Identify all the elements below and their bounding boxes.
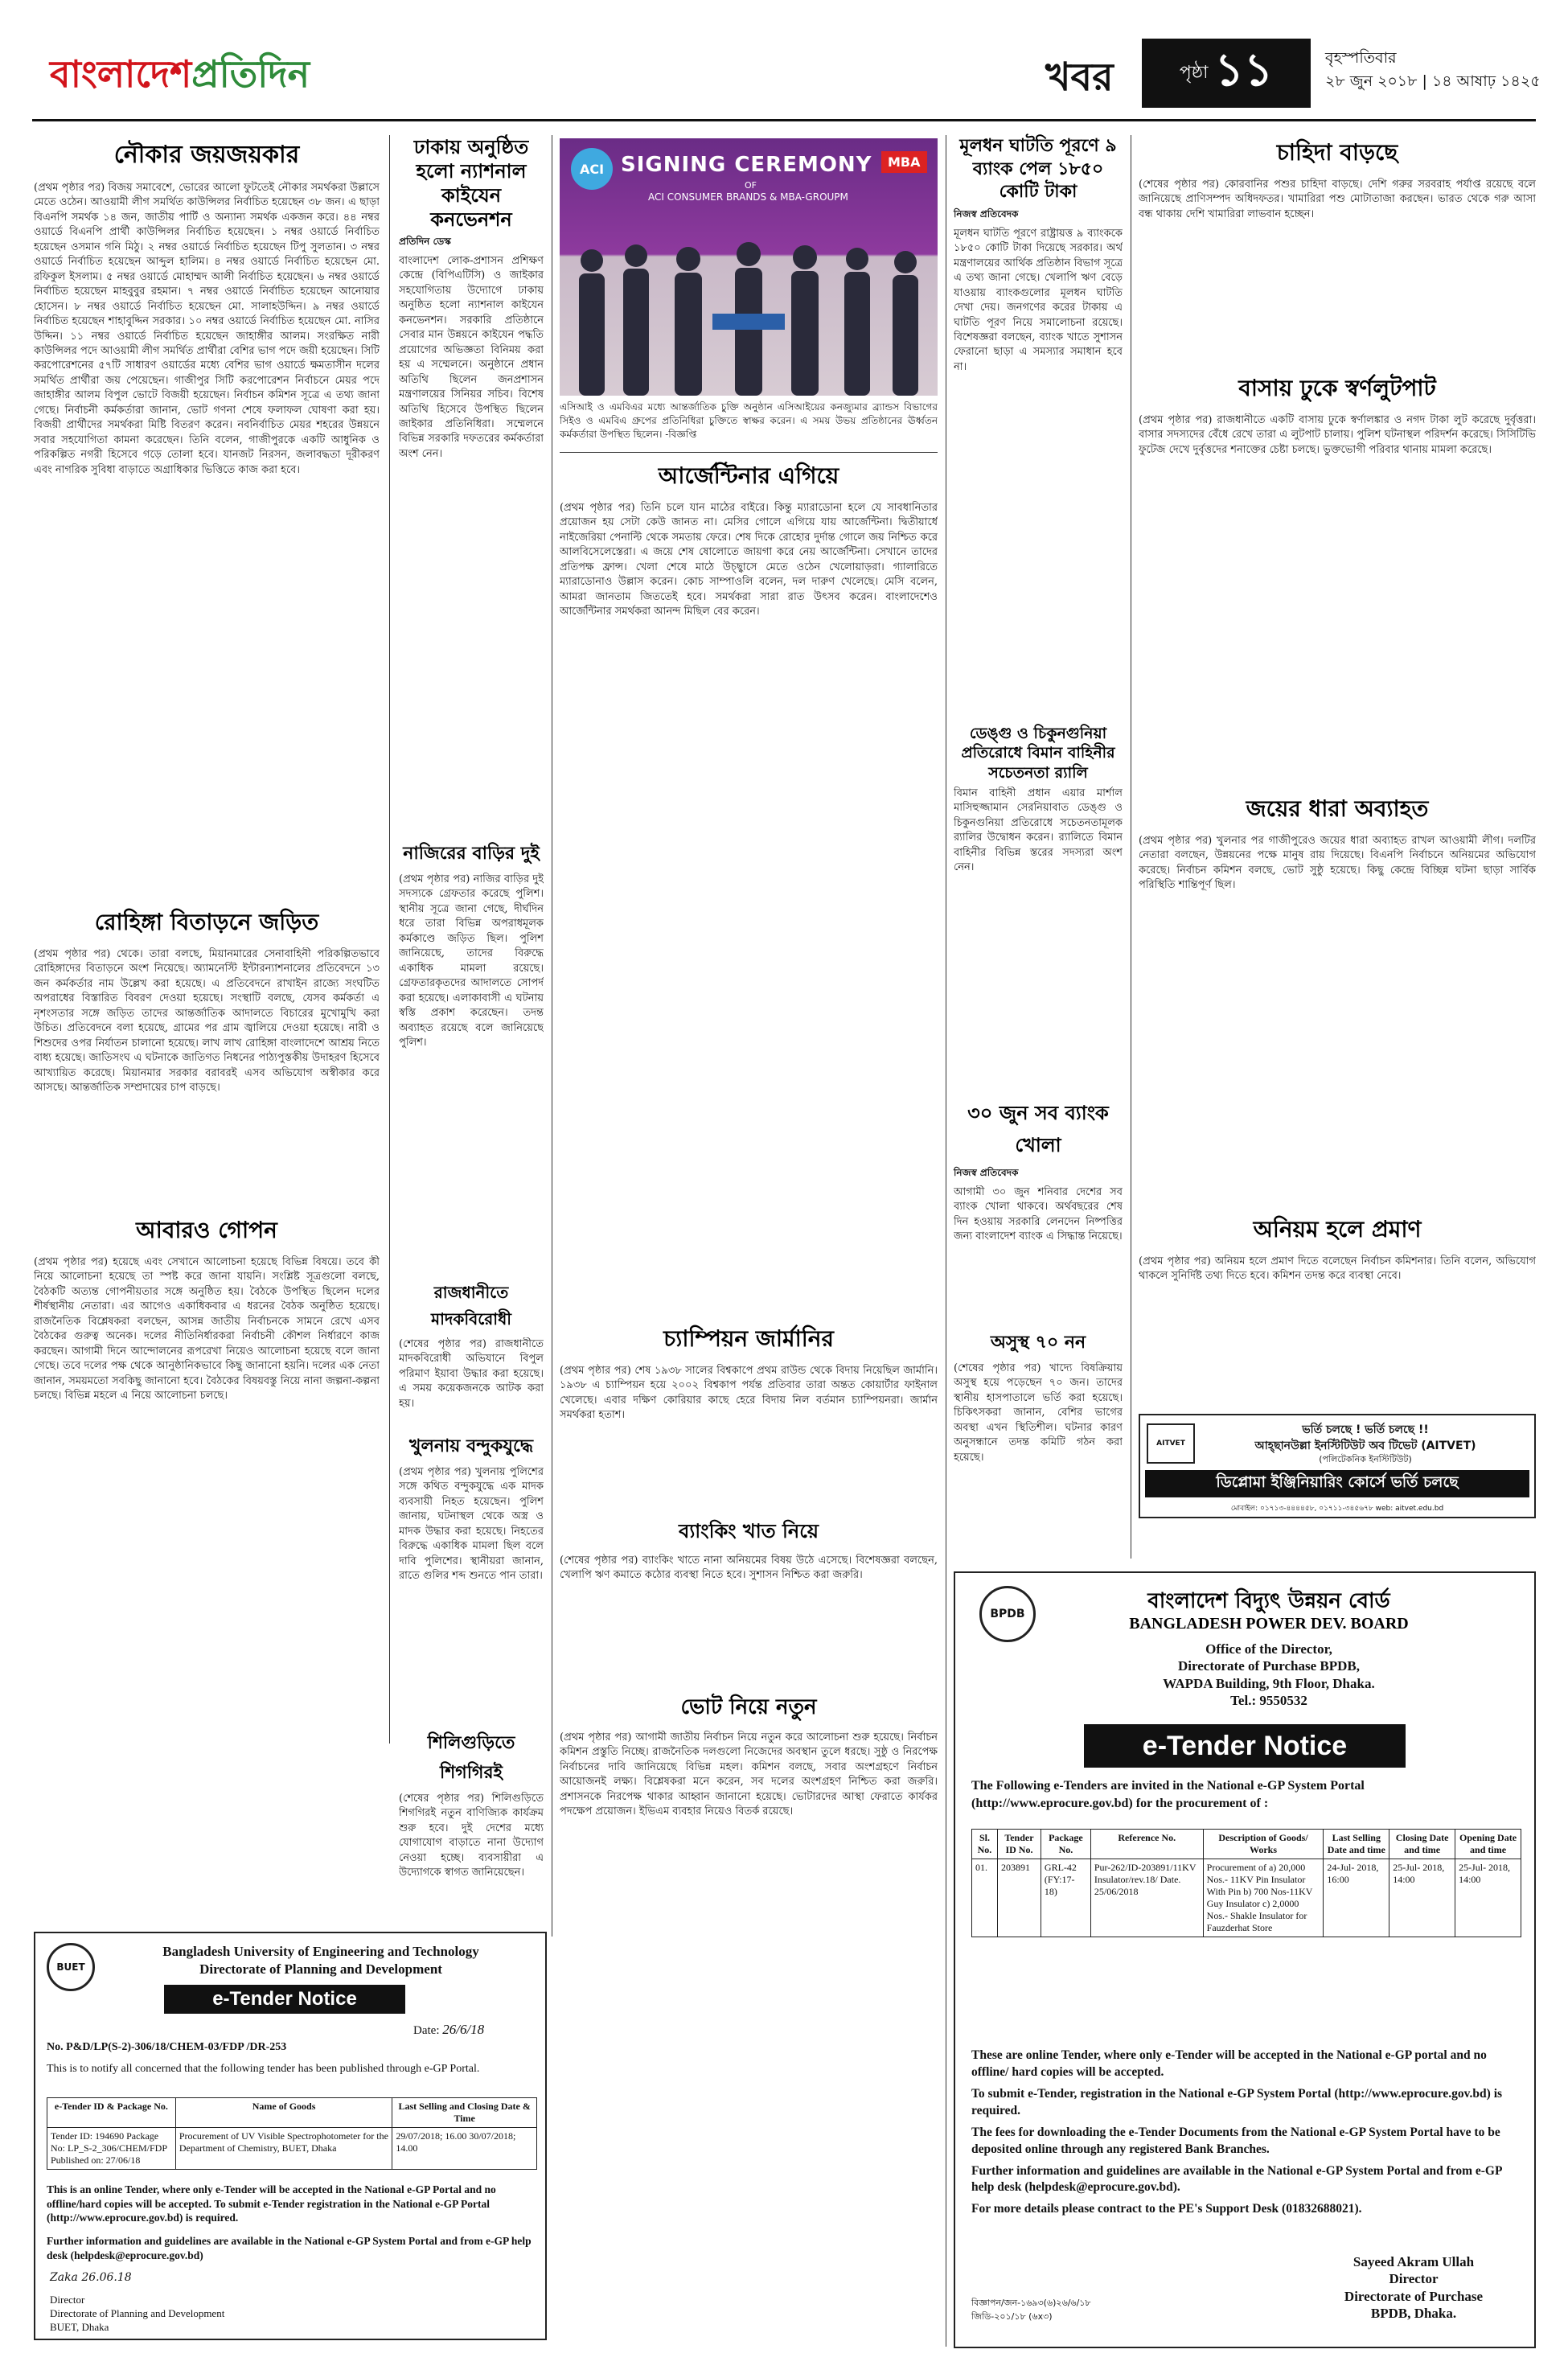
note: To submit e-Tender, registration in the National e-GP System Portal (http://www.eprocure.gov.bd) is required. — [971, 2086, 1503, 2117]
signatory-name: Sayeed Akram Ullah — [1353, 2254, 1475, 2269]
headline: ডেঙ্গু ও চিকুনগুনিয়া প্রতিরোধে বিমান বাহিনীর সচেতনতা র‌্যালি — [961, 724, 1115, 782]
article-body: বাংলাদেশ লোক-প্রশাসন প্রশিক্ষণ কেন্দ্রে (বিপিএটিসি) ও জাইকার সহযোগিতায় উদ্যোগে ঢাকায় অনুষ্ঠিত হলো ন্যাশনাল কাইযেন কনভেনশন। সরকারি প্রতিষ্ঠানে সেবার মান উন্নয়নে কাইযেন পদ্ধতি প্রয়োগের অভিজ্ঞতা বিনিময় করা হয় এ সম্মেলনে। অনুষ্ঠানে প্রধান অতিথি ছিলেন জনপ্রশাসন মন্ত্রণালয়ের সিনিয়র সচিব। বিশেষ অতিথি হিসেবে উপস্থিত ছিলেন জাইকার প্রতিনিধিরা। সম্মেলনে বিভিন্ন সরকারি দফতরের কর্মকর্তারা অংশ নেন। — [399, 255, 544, 460]
course-banner: ডিপ্লোমা ইঞ্জিনিয়ারিং কোর্সে ভর্তি চলছে — [1145, 1470, 1529, 1497]
table-header-row — [972, 1830, 1521, 1859]
article-body: (প্রথম পৃষ্ঠার পর) থেকে। তারা বলছে, মিয়ানমারের সেনাবাহিনী পরিকল্পিতভাবে রোহিঙ্গাদের বিতাড়নে অংশ নিয়েছে। অ্যামনেস্টি ইন্টারন্যাশনালের প্রতিবেদনে ১৩ জন কর্মকর্তার নাম উল্লেখ করা হয়েছে। এ প্রতিবেদনে রাখাইন রাজ্যে সংঘটিত অপরাধের বিস্তারিত বিবরণ দেওয়া হয়েছে। সংস্থাটি বলছে, যেসব কর্মকর্তা এ নৃশংসতার সঙ্গে জড়িত তাদের আন্তর্জাতিক আদালতে বিচারের মুখোমুখি করা উচিত। প্রতিবেদনে বলা হয়েছে, গ্রামের পর গ্রাম জ্বালিয়ে দেওয়া হয়েছে। নারী ও শিশুদের ওপর নির্যাতন চালানো হয়েছে। লাখ লাখ রোহিঙ্গা বাংলাদেশে আশ্রয় নিতে বাধ্য হয়েছে। জাতিসংঘ এ ঘটনাকে জাতিগত নিধনের পাঠ্যপুস্তকীয় উদাহরণ হিসেবে আখ্যায়িত করেছে। মিয়ানমার সরকার বরাবরই এসব অভিযোগ অস্বীকার করে আসছে। আন্তর্জাতিক সম্প্রদায়ের চাপ বাড়ছে। — [34, 948, 380, 1095]
admission-line: ভর্তি চলছে ! ভর্তি চলছে !! — [1302, 1423, 1429, 1436]
photo-caption: এসিআই ও এমবিএর মধ্যে আন্তর্জাতিক চুক্তি অনুষ্ঠান এসিআইয়ের কনজ্যুমার ব্র্যান্ডস বিভাগের সিইও ও এমবিএ গ্রুপের প্রতিনিধিরা চুক্তিতে স্বাক্ষর করেন। এ সময় উভয় প্রতিষ্ঠানের ঊর্ধ্বতন কর্মকর্তারা উপস্থিত ছিলেন। -বিজ্ঞপ্তি — [560, 401, 938, 441]
contact-line: মোবাইল: ০১৭১৩-৪৪৪৪৫৮, ০১৭১১-৩৪৫৬৭৮ web: aitvet.edu.bd — [1230, 1505, 1444, 1513]
col-header: Last Selling Date and time — [1324, 1830, 1389, 1859]
bpdb-name-en: BANGLADESH POWER DEV. BOARD — [1129, 1615, 1409, 1633]
article-body: বিমান বাহিনী প্রধান এয়ার মার্শাল মাসিহুজ্জামান সেরনিয়াবাত ডেঙ্গু ও চিকুনগুনিয়া প্রতিরোধে সচেতনতামূলক র‌্যালির উদ্বোধন করেন। র‌্যালিতে বিমান বাহিনীর বিভিন্ন স্তরের সদস্যরা অংশ নেন। — [954, 787, 1123, 874]
headline: বাসায় ঢুকে স্বর্ণলুটপাট — [1238, 375, 1436, 401]
banner-sub2: ACI CONSUMER BRANDS & MBA-GROUPM — [648, 191, 848, 203]
headline: আর্জেন্টিনার এগিয়ে — [658, 462, 839, 489]
office-line: Directorate of Purchase BPDB, — [1178, 1658, 1360, 1674]
col-header: Description of Goods/ Works — [1203, 1830, 1324, 1859]
table-header-row — [47, 2098, 537, 2128]
headline: অনিয়ম হলে প্রমাণ — [1253, 1216, 1422, 1242]
byline: নিজস্ব প্রতিবেদক — [954, 207, 1019, 220]
article-col4 — [954, 135, 1123, 1567]
cell: Pur-262/ID-203891/11KV Insulator/rev.18/ Date. 25/06/2018 — [1090, 1859, 1203, 1937]
headline: চাহিদা বাড়ছে — [1276, 139, 1398, 166]
aitvet-ad — [1139, 1414, 1536, 1518]
col-header: Reference No. — [1090, 1830, 1203, 1859]
article-body: (শেষের পৃষ্ঠার পর) রাজধানীতে মাদকবিরোধী অভিযানে বিপুল পরিমাণ ইয়াবা উদ্ধার করা হয়েছে। এ সময় কয়েকজনকে আটক করা হয়। — [399, 1338, 544, 1410]
article-col2 — [399, 135, 544, 1937]
cell: 203891 — [997, 1859, 1041, 1937]
headline: ৩০ জুন সব ব্যাংক খোলা — [967, 1101, 1109, 1156]
article-col3 — [560, 458, 938, 2332]
article-body: (প্রথম পৃষ্ঠার পর) খুলনায় পুলিশের সঙ্গে কথিত বন্দুকযুদ্ধে এক মাদক ব্যবসায়ী নিহত হয়েছেন। পুলিশ জানায়, ঘটনাস্থল থেকে অস্ত্র ও মাদক উদ্ধার করা হয়েছে। নিহতের বিরুদ্ধে একাধিক মামলা ছিল বলে দাবি পুলিশের। স্থানীয়রা জানান, রাতে গুলির শব্দ শুনতে পান তারা। — [399, 1466, 544, 1583]
note: The fees for downloading the e-Tender Documents from the National e-GP System Portal have to be deposited online through any registered Bank Branches. — [971, 2125, 1500, 2156]
article-body: (প্রথম পৃষ্ঠার পর) আগামী জাতীয় নির্বাচন নিয়ে নতুন করে আলোচনা শুরু হয়েছে। নির্বাচন কমিশন প্রস্তুতি নিচ্ছে। রাজনৈতিক দলগুলো নিজেদের অবস্থান তুলে ধরছে। সুষ্ঠু ও নিরপেক্ষ নির্বাচনের দাবি জানিয়েছে বিভিন্ন মহল। কমিশন বলছে, সবার অংশগ্রহণে নির্বাচন আয়োজনই লক্ষ্য। বিশ্লেষকরা মনে করেন, সব দলের অংশগ্রহণ নিশ্চিত করা জরুরি। প্রশাসনকে নিরপেক্ষ থাকার আহ্বান জানানো হয়েছে। ভোটারদের আস্থা ফেরাতে কার্যকর পদক্ষেপ প্রয়োজন। ইভিএম ব্যবহার নিয়েও বিতর্ক রয়েছে। — [560, 1731, 938, 1818]
headline: খুলনায় বন্দুকযুদ্ধে — [409, 1436, 533, 1456]
buet-name — [108, 1943, 534, 1978]
page-label: পৃষ্ঠা — [1179, 62, 1209, 83]
article-col5 — [1139, 135, 1536, 1382]
headline: রাজধানীতে মাদকবিরোধী — [430, 1283, 512, 1329]
article-body: (প্রথম পৃষ্ঠার পর) খুলনার পর গাজীপুরেও জয়ের ধারা অব্যাহত রাখল আওয়ামী লীগ। দলটির নেতারা বলছেন, উন্নয়নের পক্ষে মানুষ রায় দিয়েছে। বিএনপি নির্বাচনে অনিয়মের অভিযোগ করেছে। নির্বাচন কমিশন বলছে, ভোট সুষ্ঠু হয়েছে। কিছু কেন্দ্রে বিচ্ছিন্ন ঘটনা ছাড়া সার্বিক পরিস্থিতি শান্তিপূর্ণ ছিল। — [1139, 835, 1536, 892]
article-body: (প্রথম পৃষ্ঠার পর) বিজয় সমাবেশে, ভোরের আলো ফুটতেই নৌকার সমর্থকরা উল্লাসে মেতে ওঠেন। আওয়ামী লীগ সমর্থিত কাউন্সিলর নির্বাচিত হয়েছেন ৩৮ জন। এ ছাড়া বিএনপি সমর্থক ১৪ জন, জাতীয় পার্টি ও অন্যান্য সমর্থক একজন করে। ৪৪ নম্বর ওয়ার্ডে বিএনপি প্রার্থী কাউন্সিলর নির্বাচিত হয়েছেন। ১ নম্বর ওয়ার্ডে নির্বাচিত হয়েছেন ওসমান গনি মিঠু। ২ নম্বর ওয়ার্ডে নির্বাচিত হয়েছেন টিপু সুলতান। ৩ নম্বর ওয়ার্ডে নির্বাচিত হয়েছেন আব্দুল হালিম। ৪ নম্বর ওয়ার্ডে নির্বাচিত হয়েছেন মো. রফিকুল ইসলাম। ৫ নম্বর ওয়ার্ডে মোহাম্মদ আলী নির্বাচিত হয়েছেন। ৬ নম্বর ওয়ার্ডে নির্বাচিত হয়েছেন মাহবুবুর রহমান। ৭ নম্বর ওয়ার্ডে নির্বাচিত হয়েছেন আনোয়ার হোসেন। ৮ নম্বর ওয়ার্ডে নির্বাচিত হয়েছেন মো. সালাহউদ্দিন। ৯ নম্বর ওয়ার্ডে নির্বাচিত হয়েছেন শাহাবুদ্দিন সরকার। ১০ নম্বর ওয়ার্ডে নির্বাচিত হয়েছেন মো. নাসির উদ্দিন। ১১ নম্বর ওয়ার্ডে নির্বাচিত হয়েছেন জাহাঙ্গীর আলম। সংরক্ষিত নারী কাউন্সিলর পদে আওয়ামী লীগ সমর্থিত প্রার্থীরা বেশির ভাগ পদে জয়ী হয়েছেন। সিটি করপোরেশনের ৫৭টি সাধারণ ওয়ার্ডের মধ্যে বেশির ভাগ ওয়ার্ডে ক্ষমতাসীন দলের সমর্থিত প্রার্থীরা জয় পেয়েছেন। গাজীপুর সিটি করপোরেশন নির্বাচনে মেয়র পদে জাহাঙ্গীর আলম বিপুল ভোটে বিজয়ী হয়েছেন। নির্বাচন কমিশন সূত্রে এ তথ্য জানা গেছে। নির্বাচনী কর্মকর্তারা জানান, ভোট গণনা শেষে ফলাফল ঘোষণা করা হয়। বিজয়ী প্রার্থীদের সমর্থকরা মিষ্টি বিতরণ করেন। নবনির্বাচিত মেয়র শহরের উন্নয়নে সবার সহযোগিতা কামনা করেছেন। তিনি বলেন, গাজীপুরকে একটি আধুনিক ও পরিকল্পিত নগরী হিসেবে গড়ে তোলা হবে। যানজট নিরসন, জলাবদ্ধতা দূরীকরণ এবং নাগরিক সুবিধা বাড়াতে অগ্রাধিকার ভিত্তিতে কাজ করা হবে। — [34, 182, 380, 476]
page-number: ১১ — [1214, 44, 1274, 97]
headline: ব্যাংকিং খাত নিয়ে — [678, 1520, 819, 1542]
headline: শিলিগুড়িতে শিগগিরই — [427, 1733, 515, 1783]
handwritten-signature: Zaka 26.06.18 — [50, 2271, 132, 2284]
headline: চ্যাম্পিয়ন জার্মানির — [663, 1325, 834, 1352]
headline: ঢাকায় অনুষ্ঠিত হলো ন্যাশনাল কাইযেন কনভেনশন — [413, 136, 529, 231]
headline: আবারও গোপন — [136, 1217, 277, 1243]
tender-title: e-Tender Notice — [164, 1985, 405, 2014]
note: For more details please contract to the PE's Support Desk (01832688021). — [971, 2202, 1362, 2216]
banner-sub: OF — [745, 180, 757, 191]
tender-table — [47, 2097, 537, 2170]
mba-logo: MBA — [881, 151, 927, 173]
office-tel: Tel.: 9550532 — [1230, 1692, 1307, 1708]
article-body: (শেষের পৃষ্ঠার পর) খাদ্যে বিষক্রিয়ায় অসুস্থ হয়ে পড়েছেন ৭০ জন। তাদের স্থানীয় হাসপাতালে ভর্তি করা হয়েছে। চিকিৎসকরা জানান, বেশির ভাগের অবস্থা এখন স্থিতিশীল। ঘটনার কারণ অনুসন্ধানে তদন্ত কমিটি গঠন করা হয়েছে। — [954, 1362, 1123, 1464]
col-header: e-Tender ID & Package No. — [47, 2098, 176, 2128]
institute-tagline: (পলিটেকনিক ইনস্টিটিউট) — [1319, 1454, 1412, 1464]
cell: GRL-42 (FY:17-18) — [1041, 1859, 1090, 1937]
headline: নৌকার জয়জয়কার — [113, 141, 300, 169]
headline: রোহিঙ্গা বিতাড়নে জড়িত — [94, 909, 319, 935]
article-body: (প্রথম পৃষ্ঠার পর) নাজির বাড়ির দুই সদস্যকে গ্রেফতার করেছে পুলিশ। স্থানীয় সূত্রে জানা গেছে, দীর্ঘদিন ধরে তারা বিভিন্ন অপরাধমূলক কর্মকাণ্ডে জড়িত ছিল। পুলিশ জানিয়েছে, তাদের বিরুদ্ধে একাধিক মামলা রয়েছে। গ্রেফতারকৃতদের আদালতে সোপর্দ করা হয়েছে। এলাকাবাসী এ ঘটনায় স্বস্তি প্রকাশ করেছেন। তদন্ত অব্যাহত রয়েছে বলে জানিয়েছে পুলিশ। — [399, 873, 544, 1049]
photo-rule — [560, 452, 938, 453]
signatory-dept: Directorate of Planning and Development — [50, 2306, 225, 2319]
article-body: আগামী ৩০ জুন শনিবার দেশের সব ব্যাংক খোলা থাকবে। অর্থবছরের শেষ দিন হওয়ায় সরকারি লেনদেন নিষ্পত্তির জন্য বাংলাদেশ ব্যাংক এ সিদ্ধান্ত নিয়েছে। — [954, 1185, 1123, 1243]
bpdb-tender-notice — [954, 1571, 1536, 2348]
tender-intro: The Following e-Tenders are invited in the National e-GP System Portal (http://www.eprocure.gov.bd) for the procurement of : — [971, 1779, 1365, 1810]
aitvet-logo: AITVET — [1147, 1423, 1195, 1464]
col-header: Closing Date and time — [1389, 1830, 1455, 1859]
notice-date — [413, 2022, 484, 2038]
article-body: (প্রথম পৃষ্ঠার পর) রাজধানীতে একটি বাসায় ঢুকে স্বর্ণালঙ্কার ও নগদ টাকা লুট করেছে দুর্বৃত্তরা। বাসার সদস্যদের বেঁধে রেখে তারা এ লুটপাট চালায়। পুলিশ ঘটনাস্থল পরিদর্শন করেছে। সিসিটিভি ফুটেজ দেখে দুর্বৃত্তদের শনাক্তের চেষ্টা চলছে। ভুক্তভোগী পরিবার থানায় মামলা করেছে। — [1139, 414, 1536, 456]
signing-ceremony-photo — [560, 138, 938, 396]
date: ২৮ জুন ২০১৮ | ১৪ আষাঢ় ১৪২৫ — [1325, 72, 1541, 90]
column-rule — [389, 135, 390, 1744]
people-group-image — [560, 219, 938, 396]
cell: Procurement of UV Visible Spectrophotometer for the Department of Chemistry, BUET, Dhaka — [175, 2128, 392, 2170]
article-body: (প্রথম পৃষ্ঠার পর) হয়েছে এবং সেখানে আলোচনা হয়েছে বিভিন্ন বিষয়ে। তবে কী নিয়ে আলোচনা হয়েছে তা স্পষ্ট করে জানা যায়নি। সংশ্লিষ্ট সূত্রগুলো বলছে, বৈঠকটি অত্যন্ত গোপনীয়তার সঙ্গে অনুষ্ঠিত হয়। বৈঠকে উপস্থিত ছিলেন দলের শীর্ষস্থানীয় নেতারা। এর আগেও একাধিকবার এ ধরনের বৈঠক অনুষ্ঠিত হয়েছে। রাজনৈতিক বিশ্লেষকরা বলছেন, আসন্ন জাতীয় নির্বাচনকে সামনে রেখে এসব বৈঠকের গুরুত্ব অনেক। দলের নীতিনির্ধারকরা নির্বাচনী কৌশল নির্ধারণে কাজ করছেন। আগামী দিনে আন্দোলনের রূপরেখা নিয়েও আলোচনা হয়েছে বলে জানা গেছে। তবে দলের পক্ষ থেকে আনুষ্ঠানিকভাবে কিছু জানানো হয়নি। দলের এক নেতা জানান, সময়মতো সবকিছু জানানো হবে। বৈঠকের বিষয়বস্তু নিয়ে নানা জল্পনা-কল্পনা চলছে। বিভিন্ন মহলে এ নিয়ে আলোচনা চলছে। — [34, 1256, 380, 1403]
newspaper-logo — [50, 47, 310, 108]
cell: 29/07/2018; 16.00 30/07/2018; 14.00 — [392, 2128, 537, 2170]
signature-block — [50, 2294, 224, 2335]
tender-intro: This is to notify all concerned that the following tender has been published through e-GP Portal. — [47, 2063, 480, 2075]
institute-name: আহ্‌ছানউল্লা ইনস্টিটিউট অব টিভেট (AITVET) — [1254, 1440, 1476, 1452]
buet-logo: BUET — [47, 1943, 95, 1991]
byline: প্রতিদিন ডেস্ক — [399, 236, 451, 247]
headline: নাজিরের বাড়ির দুই — [403, 844, 540, 864]
logo-part2: প্রতিদিন — [191, 52, 310, 96]
signatory-dept: Directorate of Purchase — [1344, 2288, 1484, 2304]
col-header: Name of Goods — [175, 2098, 392, 2128]
bpdb-address — [1052, 1641, 1486, 1709]
article-col1 — [34, 135, 380, 1744]
signature-block — [1301, 2253, 1526, 2322]
aci-logo: ACI — [571, 148, 613, 190]
tender-table — [971, 1829, 1521, 1937]
cell: Tender ID: 194690 Package No: LP_S-2_306/CHEM/FDP Published on: 27/06/18 — [47, 2128, 176, 2170]
headline: মূলধন ঘাটতি পূরণে ৯ ব্যাংক পেল ১৮৫০ কোটি টাকা — [959, 136, 1117, 203]
masthead — [0, 0, 1568, 121]
article-body: মূলধন ঘাটতি পূরণে রাষ্ট্রায়ত্ত ৯ ব্যাংককে ১৮৫০ কোটি টাকা দিয়েছে সরকার। অর্থ মন্ত্রণালয়ের আর্থিক প্রতিষ্ঠান বিভাগ সূত্রে এ তথ্য জানা গেছে। খেলাপি ঋণ বেড়ে যাওয়ায় ব্যাংকগুলোর মূলধন ঘাটতি দেখা দেয়। জনগণের করের টাকায় এ ঘাটতি পূরণ নিয়ে সমালোচনা রয়েছে। বিশেষজ্ঞরা বলছেন, ব্যাংক খাতে সুশাসন ফেরানো ছাড়া এ সমস্যার সমাধান হবে না। — [954, 227, 1123, 373]
ad-ref — [971, 2297, 1091, 2323]
article-body: (শেষের পৃষ্ঠার পর) কোরবানির পশুর চাহিদা বাড়ছে। দেশি গরুর সরবরাহ পর্যাপ্ত রয়েছে বলে জানিয়েছে প্রাণিসম্পদ অধিদফতর। খামারিরা পশু মোটাতাজা করছেন। ভারত থেকে গরু আসা বন্ধ থাকায় দেশি খামারিরা লাভবান হচ্ছেন। — [1139, 179, 1536, 220]
article-body: (প্রথম পৃষ্ঠার পর) অনিয়ম হলে প্রমাণ দিতে বলেছেন নির্বাচন কমিশনার। তিনি বলেন, অভিযোগ থাকলে সুনির্দিষ্ট তথ্য দিতে হবে। কমিশন তদন্ত করে ব্যবস্থা নেবে। — [1139, 1255, 1536, 1283]
date-value: 26/6/18 — [442, 2022, 485, 2037]
col-header: Package No. — [1041, 1830, 1090, 1859]
tender-note: Further information and guidelines are available in the National e-GP System Portal and from e-GP help desk (helpdesk@eprocure.gov.bd) — [47, 2235, 532, 2261]
weekday: বৃহস্পতিবার — [1325, 49, 1397, 67]
col-header: Sl. No. — [972, 1830, 998, 1859]
section-label: খবর — [1045, 55, 1114, 100]
banner-headline: SIGNING CEREMONY — [621, 153, 872, 177]
note: Further information and guidelines are available in the National e-GP System Portal and from e-GP help desk (helpdesk@eprocure.gov.bd). — [971, 2163, 1502, 2195]
university-name: Bangladesh University of Engineering and Technology — [162, 1944, 479, 1959]
col-header: Tender ID No. — [997, 1830, 1041, 1859]
cell: 25-Jul- 2018, 14:00 — [1455, 1859, 1521, 1937]
table-row — [972, 1859, 1521, 1937]
table-row — [47, 2128, 537, 2170]
directorate-name: Directorate of Planning and Development — [199, 1961, 442, 1978]
tender-title: e-Tender Notice — [1084, 1724, 1406, 1768]
masthead-rule — [32, 119, 1536, 121]
page-badge — [1142, 39, 1311, 108]
tender-notes — [971, 2047, 1521, 2218]
ad-ref-line: জিডি-২০১/১৮ (৬x৩) — [971, 2310, 1053, 2322]
tender-note: This is an online Tender, where only e-Tender will be accepted in the National e-GP Portal and no offline/hard copies will be accepted. To submit e-Tender registration in the National e-GP Portal (http://www.eprocure.gov.bd) is required. — [47, 2183, 496, 2224]
dateline — [1325, 47, 1541, 92]
bpdb-name-bn: বাংলাদেশ বিদ্যুৎ উন্নয়ন বোর্ড — [1147, 1589, 1390, 1613]
col-header: Last Selling and Closing Date & Time — [392, 2098, 537, 2128]
memo-number: No. P&D/LP(S-2)-306/18/CHEM-03/FDP /DR-253 — [47, 2041, 287, 2053]
note: These are online Tender, where only e-Tender will be accepted in the National e-GP portal and no offline/ hard copies will be accepted. — [971, 2048, 1487, 2079]
office-line: WAPDA Building, 9th Floor, Dhaka. — [1163, 1675, 1375, 1691]
article-body: (শেষের পৃষ্ঠার পর) শিলিগুড়িতে শিগগিরই নতুন বাণিজ্যিক কার্যক্রম শুরু হবে। দুই দেশের মধ্যে যোগাযোগ বাড়াতে নানা উদ্যোগ নেওয়া হচ্ছে। ব্যবসায়ীরা এ উদ্যোগকে স্বাগত জানিয়েছেন। — [399, 1793, 544, 1879]
cell: 25-Jul- 2018, 14:00 — [1389, 1859, 1455, 1937]
headline: ভোট নিয়ে নতুন — [680, 1695, 817, 1719]
signatory-place: BUET, Dhaka — [50, 2320, 109, 2333]
cell: 24-Jul- 2018, 16:00 — [1324, 1859, 1389, 1937]
date-label: Date: — [413, 2024, 440, 2037]
headline: অসুস্থ ৭০ নন — [990, 1332, 1086, 1353]
cell: Procurement of a) 20,000 Nos.- 11KV Pin Insulator With Pin b) 700 Nos-11KV Guy Insulator c) 2,0000 Nos.- Shakle Insulator for Fauzderhat Store — [1203, 1859, 1324, 1937]
signatory-place: BPDB, Dhaka. — [1370, 2305, 1457, 2321]
col-header: Opening Date and time — [1455, 1830, 1521, 1859]
ad-ref-line: বিজ্ঞাপন/জন-১৬৯৩(৬)২৬/৬/১৮ — [971, 2298, 1091, 2308]
article-body: (প্রথম পৃষ্ঠার পর) তিনি চলে যান মাঠের বাইরে। কিন্তু ম্যারাডোনা হলে যে সাবধানিতার প্রয়োজন হয় সেটা কেউ জানত না। মেসির গোলে এগিয়ে যায় আর্জেন্টিনা। দ্বিতীয়ার্ধে নাইজেরিয়া পেনাল্টি থেকে সমতায় ফেরে। শেষ দিকে রোহোর দুর্দান্ত গোলে জয় নিশ্চিত করে আলবিসেলেস্তেরা। এ জয়ে শেষ ষোলোতে জায়গা করে নেয় আর্জেন্টিনা। সেখানে তাদের প্রতিপক্ষ ফ্রান্স। খেলা শেষে মাঠে উচ্ছ্বাসে মেতে ওঠেন খেলোয়াড়রা। গ্যালারিতে ম্যারাডোনাও উল্লাস করেন। কোচ সাম্পাওলি বলেন, দল দারুণ খেলেছে। মেসি বলেন, আমরা জানতাম জিততেই হবে। সমর্থকরা সারা রাত উৎসব করেন। বাংলাদেশেও আর্জেন্টিনার সমর্থকরা আনন্দ মিছিল বের করেন। — [560, 502, 938, 618]
bpdb-logo: BPDB — [979, 1586, 1036, 1642]
article-body: (শেষের পৃষ্ঠার পর) ব্যাংকিং খাতে নানা অনিয়মের বিষয় উঠে এসেছে। বিশেষজ্ঞরা বলছেন, খেলাপি ঋণ কমাতে কঠোর ব্যবস্থা নিতে হবে। সুশাসন নিশ্চিত করা জরুরি। — [560, 1555, 938, 1582]
headline: জয়ের ধারা অব্যাহত — [1246, 795, 1429, 822]
cell: 01. — [972, 1859, 998, 1937]
office-line: Office of the Director, — [1205, 1641, 1332, 1657]
signatory-title: Director — [50, 2294, 85, 2306]
byline: নিজস্ব প্রতিবেদক — [954, 1166, 1019, 1178]
article-body: (প্রথম পৃষ্ঠার পর) শেষ ১৯৩৮ সালের বিশ্বকাপে প্রথম রাউন্ড থেকে বিদায় নিয়েছিল জার্মানি। ১৯৩৮ এ চ্যাম্পিয়ন হয়ে ২০০২ বিশ্বকাপ পর্যন্ত প্রতিবার তারা অন্তত কোয়ার্টার ফাইনাল খেলেছে। এবার দক্ষিণ কোরিয়ার কাছে হেরে বিদায় নিল বর্তমান চ্যাম্পিয়নরা। জার্মান সমর্থকরা হতাশ। — [560, 1365, 938, 1422]
signatory-title: Director — [1389, 2271, 1439, 2287]
logo-part1: বাংলাদেশ — [50, 52, 192, 96]
buet-tender-notice — [34, 1932, 547, 2340]
